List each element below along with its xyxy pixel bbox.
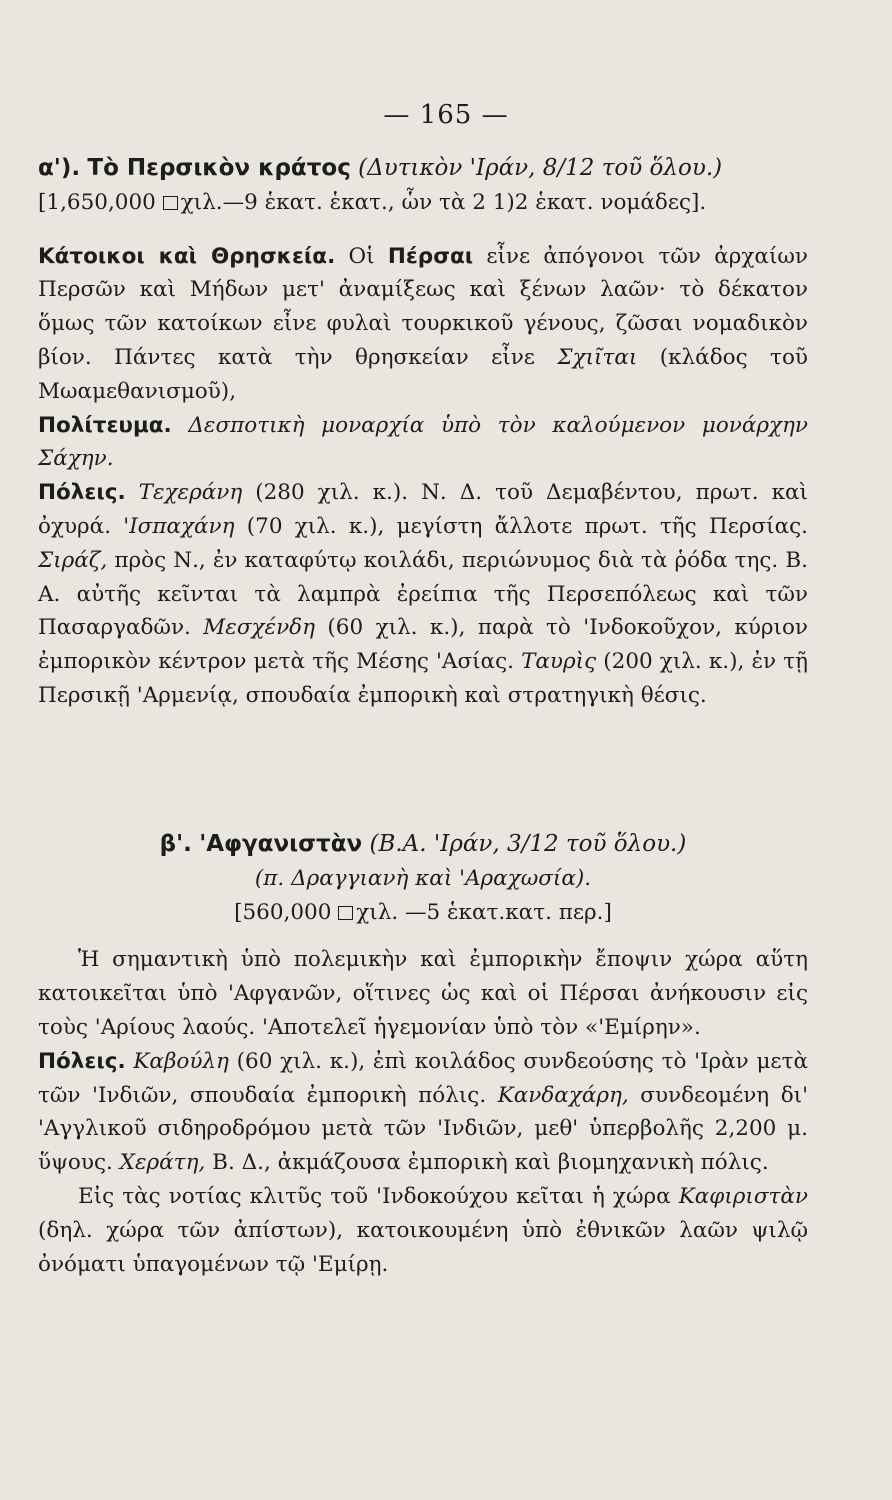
section-alt-names: (π. Δραγγιανὴ καὶ 'Αραχωσία).: [254, 865, 592, 891]
paragraph-heading: Κάτοικοι καὶ Θρησκεία.: [38, 243, 336, 269]
paragraph-cities: Πόλεις. Καβούλη (60 χιλ. κ.), ἐπὶ κοιλάδος συνδεούσης τὸ 'Ιρὰν μετὰ τῶν 'Ινδιῶν, σπουδαία ἐμπορικὴ πόλις. Κανδαχάρη, συνδεομένη δι' 'Αγγλικοῦ σιδηροδρόμου μετὰ τῶν 'Ινδιῶν, μεθ' ὑπερβολῆς 2,200 μ. ὕψους. Χεράτη, Β. Δ., ἀκμάζουσα ἐμπορικὴ καὶ βιομηχανικὴ πόλις.: [38, 1048, 808, 1176]
paragraph-inhabitants: Κάτοικοι καὶ Θρησκεία. Οἱ Πέρσαι εἶνε ἀπόγονοι τῶν ἀρχαίων Περσῶν καὶ Μήδων μετ' ἀναμίξεως καὶ ξένων λαῶν· τὸ δέκατον ὅμως τῶν κατοίκων εἶνε φυλαὶ τουρκικοῦ γένους, ζῶσαι νομαδικὸν βίον. Πάντες κατὰ τὴν θρησκείαν εἶνε Σχιῖται (κλάδος τοῦ Μωαμεθανισμοῦ),: [38, 243, 808, 404]
section-subtitle: (Δυτικὸν 'Ιράν, 8/12 τοῦ ὅλου.): [358, 155, 723, 181]
section-label: β'.: [159, 831, 192, 857]
paragraph-cities: Πόλεις. Τεχεράνη (280 χιλ. κ.). Ν. Δ. τοῦ Δεμαβέντου, πρωτ. καὶ ὀχυρά. 'Ισπαχάνη (70 χιλ. κ.), μεγίστη ἄλλοτε πρωτ. τῆς Περσίας. Σιράζ, πρὸς Ν., ἐν καταφύτῳ κοιλάδι, περιώνυμος διὰ τὰ ῥόδα της. Β. Α. αὐτῆς κεῖνται τὰ λαμπρὰ ἐρείπια τῆς Περσεπόλεως καὶ τῶν Πασαργαδῶν. Μεσχένδη (60 χιλ. κ.), παρὰ τὸ 'Ινδοκοῦχον, κύριον ἐμπορικὸν κέντρον μετὰ τῆς Μέσης 'Ασίας. Ταυρὶς (200 χιλ. κ.), ἐν τῇ Περσικῇ 'Αρμενίᾳ, σπουδαία ἐμπορικὴ καὶ στρατηγικὴ θέσις.: [38, 480, 808, 708]
section-stats: [1,650,000 χιλ.—9 ἑκατ. ἑκατ., ὧν τὰ 2 1)2 ἑκατ. νομάδες].: [38, 189, 707, 215]
section-heading: [38, 828, 808, 862]
square-unit-icon: [338, 906, 353, 920]
section-subtitle: (Β.Α. 'Ιράν, 3/12 τοῦ ὅλου.): [369, 831, 687, 857]
page-number: — 165 —: [383, 100, 509, 130]
paragraph-heading: Πόλεις.: [38, 480, 126, 506]
paragraph-heading: Πολίτευμα.: [38, 412, 172, 438]
paragraph-intro: Ἡ σημαντικὴ ὑπὸ πολεμικὴν καὶ ἐμπορικὴν ἔποψιν χώρα αὕτη κατοικεῖται ὑπὸ 'Αφγανῶν, οἵτινες ὡς καὶ οἱ Πέρσαι ἀνήκουσιν εἰς τοὺς 'Αρίους λαούς. 'Αποτελεῖ ἡγεμονίαν ὑπὸ τὸν «'Εμίρην».: [38, 947, 808, 1040]
square-unit-icon: [163, 196, 178, 210]
paragraph-heading: Πόλεις.: [38, 1048, 126, 1074]
paragraph-polity: Πολίτευμα. Δεσποτικὴ μοναρχία ὑπὸ τὸν καλούμενον μονάρχην Σάχην.: [38, 412, 808, 472]
section-heading: [38, 152, 808, 186]
section-title: Τὸ Περσικὸν κράτος: [87, 155, 351, 181]
section-stats: [560,000 χιλ. —5 ἑκατ.κατ. περ.]: [234, 899, 612, 925]
section-persia: [38, 152, 808, 713]
section-afghanistan: [38, 828, 808, 1281]
section-label: α').: [38, 155, 81, 181]
paragraph-kafiristan: Εἰς τὰς νοτίας κλιτῦς τοῦ 'Ινδοκούχου κεῖται ἡ χώρα Καφιριστὰν (δηλ. χώρα τῶν ἀπίστων), κατοικουμένη ὑπὸ ἐθνικῶν λαῶν ψιλῷ ὀνόματι ὑπαγομένων τῷ 'Εμίρῃ.: [38, 1183, 808, 1277]
section-title: 'Αφγανιστὰν: [199, 831, 363, 857]
